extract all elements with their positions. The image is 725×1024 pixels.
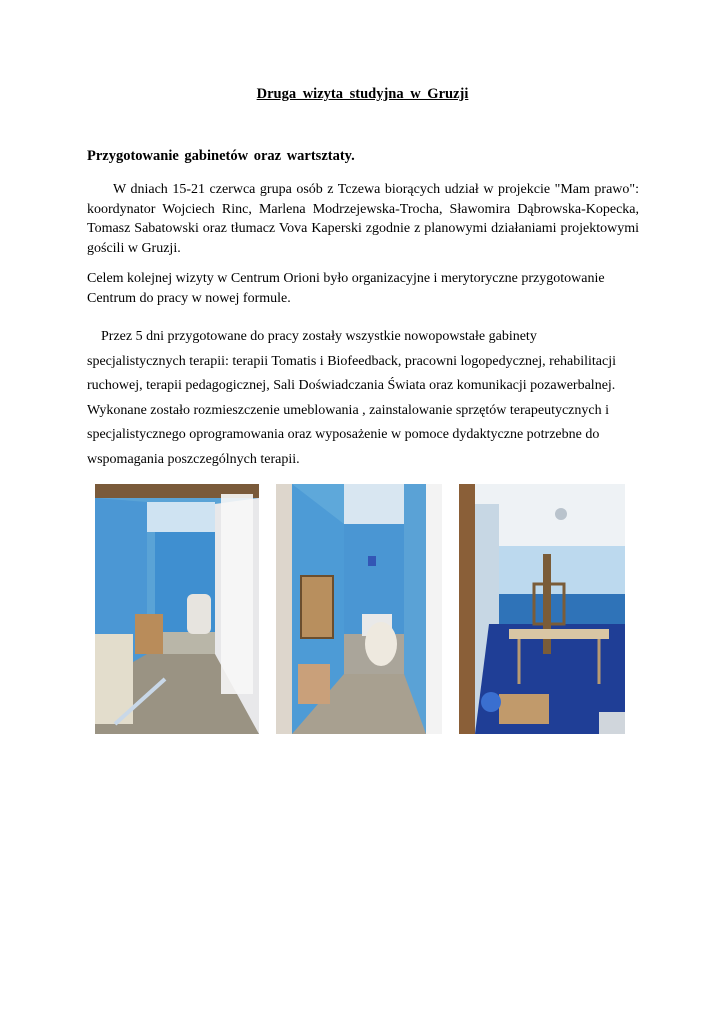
document-title: Druga wizyta studyjna w Gruzji: [256, 86, 469, 102]
room-photo-3: [459, 484, 625, 734]
section-heading: Przygotowanie gabinetów oraz wartsztaty.: [87, 148, 355, 164]
paragraph-purpose: Celem kolejnej wizyty w Centrum Orioni było organizacyjne i merytoryczne przygotowanie Centrum do pracy w nowej formule.: [87, 271, 605, 306]
room-photo-3-image: [459, 484, 625, 734]
paragraph-participants: W dniach 15-21 czerwca grupa osób z Tczewa biorących udział w projekcie "Mam prawo": koordynator Wojciech Rinc, Marlena Modrzejewska-Trocha, Sławomira Dąbrowska-Kopecka, Tomasz Sabatowski oraz tłumacz Vova Kaperski zgodnie z planowymi działaniami projektowymi gościli w Gruzji.: [87, 182, 639, 256]
paragraph-preparation: Przez 5 dni przygotowane do pracy zostały wszystkie nowopowstałe gabinety specjalistycznych terapii: terapii Tomatis i Biofeedback, pracowni logopedycznej, rehabilitacji ruchowej, terapii pedagogicznej, Sali Doświadczania Świata oraz komunikacji pozawerbalnej. Wykonane zostało rozmieszczenie umeblowania , zainstalowanie sprzętów terapeutycznych i specjalistycznego oprogramowania oraz wyposażenie w pomoce dydaktyczne potrzebne do wspomagania poszczególnych terapii.: [87, 329, 617, 467]
room-photo-2-image: [276, 484, 442, 734]
room-photo-1: [95, 484, 259, 734]
room-photo-1-image: [95, 484, 259, 734]
room-photo-2: [276, 484, 442, 734]
